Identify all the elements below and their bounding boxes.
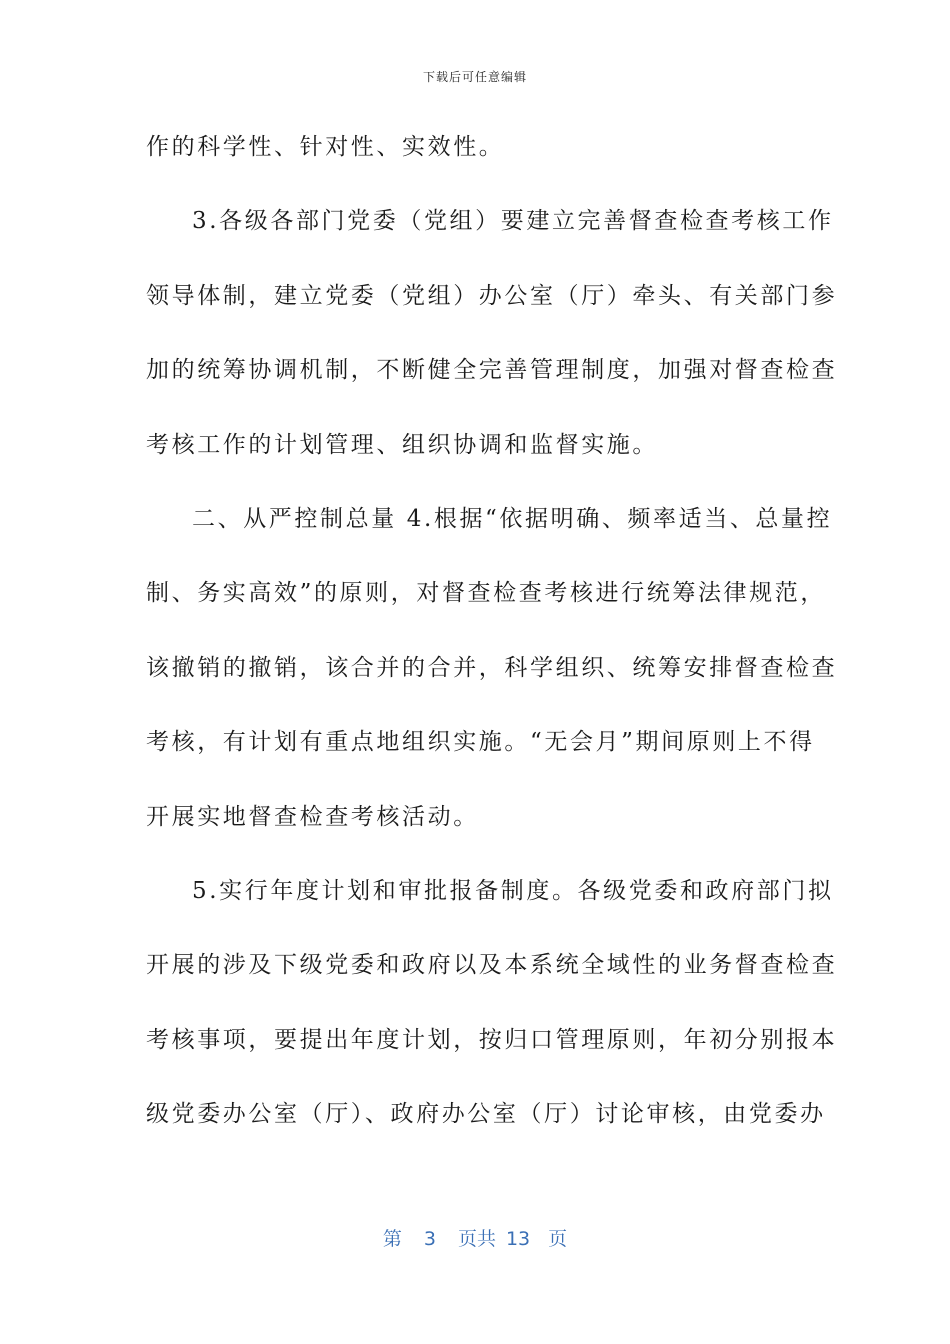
- footer-prefix: 第: [382, 1228, 402, 1250]
- text-line: 该撤销的撤销，该合并的合并，科学组织、统筹安排督查检查: [146, 654, 838, 681]
- text-line: 二、从严控制总量 4.根据“依据明确、频率适当、总量控: [192, 505, 833, 532]
- text-line: 3.各级各部门党委（党组）要建立完善督查检查考核工作: [192, 208, 834, 235]
- footer-middle: 页共: [457, 1228, 496, 1250]
- text-line: 作的科学性、针对性、实效性。: [146, 134, 505, 160]
- text-line: 5.实行年度计划和审批报备制度。各级党委和政府部门拟: [192, 877, 834, 904]
- text-line: 考核，有计划有重点地组织实施。“无会月”期间原则上不得: [146, 729, 815, 756]
- text-line: 考核事项，要提出年度计划，按归口管理原则，年初分别报本: [146, 1026, 838, 1053]
- page-header-note: 下载后可任意编辑: [422, 70, 527, 84]
- text-line: 制、务实高效”的原则，对督查检查考核进行统筹法律规范，: [146, 580, 826, 607]
- text-line: 开展的涉及下级党委和政府以及本系统全域性的业务督查检查: [146, 952, 838, 979]
- text-line: 开展实地督查检查考核活动。: [146, 803, 479, 830]
- page-footer: [0, 1224, 950, 1251]
- document-body: [146, 127, 838, 1168]
- text-line: 加的统筹协调机制，不断健全完善管理制度，加强对督查检查: [146, 357, 838, 384]
- footer-total-pages: 13: [505, 1228, 531, 1250]
- footer-page-number: 3: [423, 1228, 436, 1250]
- text-line: 考核工作的计划管理、组织协调和监督实施。: [146, 431, 658, 458]
- text-line: 领导体制，建立党委（党组）办公室（厅）牵头、有关部门参: [146, 282, 838, 309]
- text-line: 级党委办公室（厅）、政府办公室（厅）讨论审核，由党委办: [146, 1101, 826, 1128]
- footer-suffix: 页: [548, 1228, 568, 1250]
